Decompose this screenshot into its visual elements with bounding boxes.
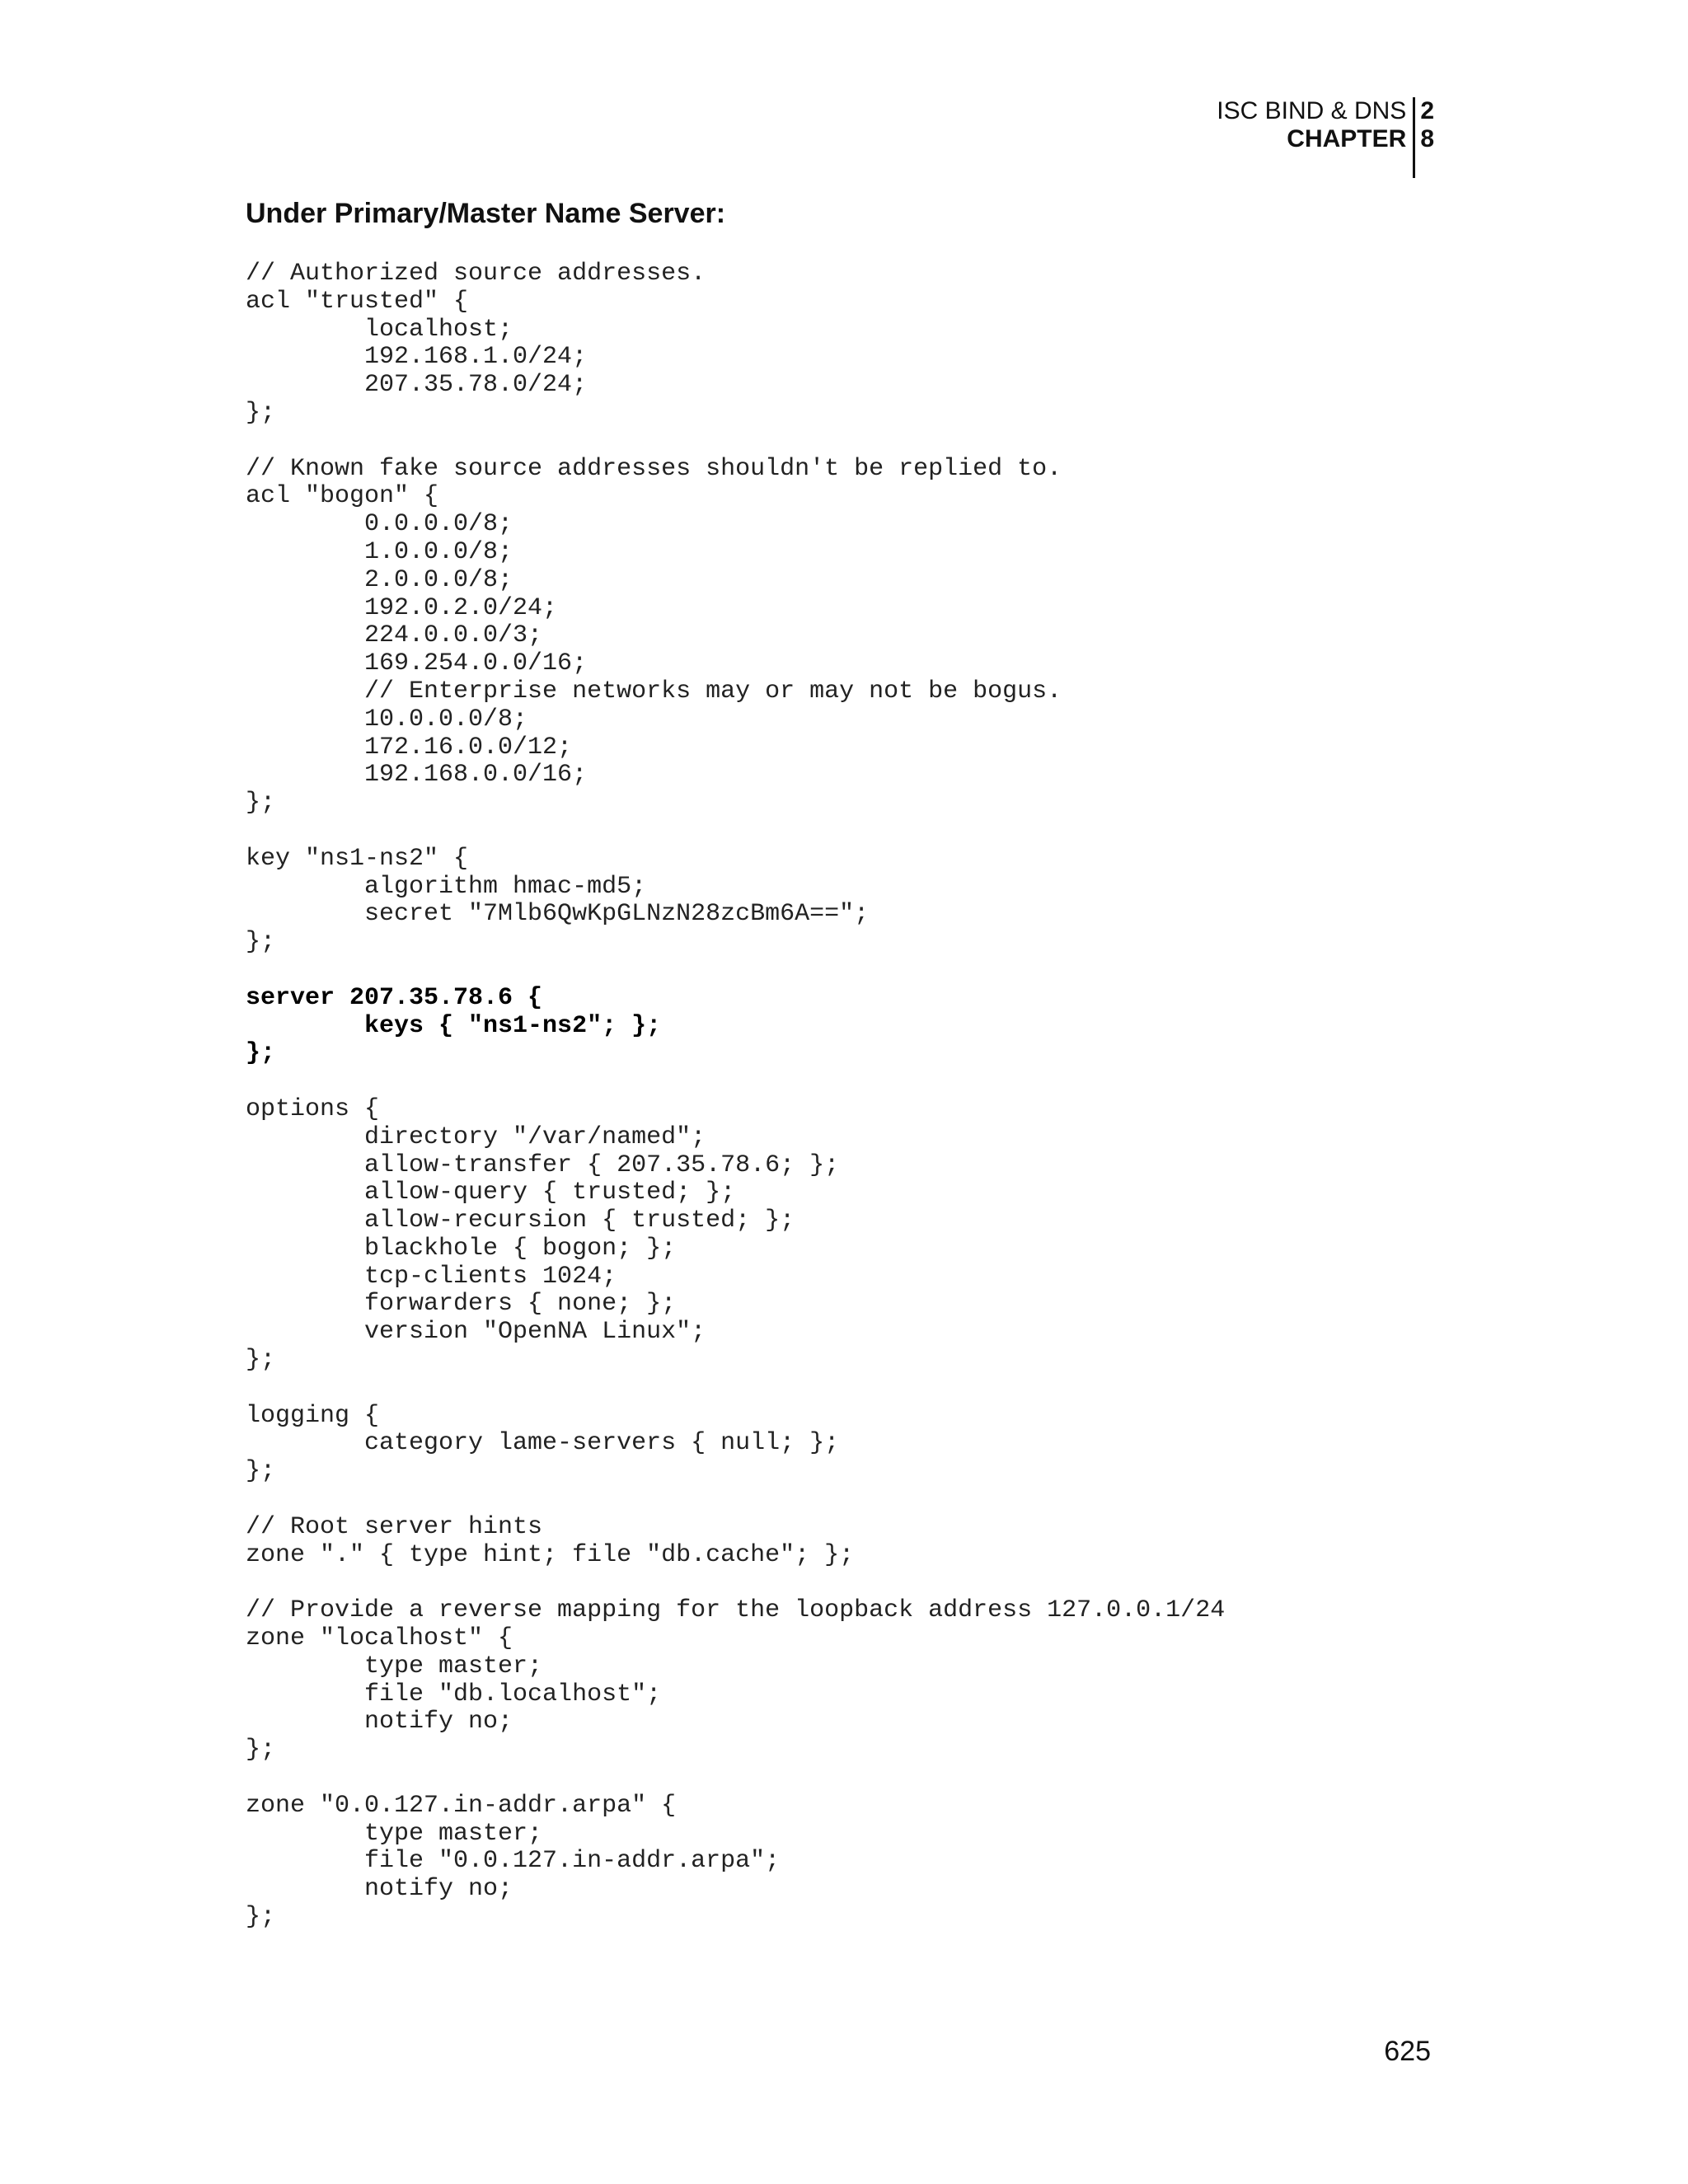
page-number: 625 [1384,2036,1431,2067]
code-line [246,1486,1225,1514]
code-line: acl "bogon" { [246,482,439,511]
code-line: 207.35.78.0/24; [246,371,588,400]
code-line [246,428,1225,456]
code-line: 169.254.0.0/16; [246,649,588,678]
code-line: }; [246,928,276,957]
code-line: // Root server hints [246,1512,543,1541]
header-chapter-digit-2: 8 [1420,125,1434,152]
code-line: 172.16.0.0/12; [246,733,573,762]
header-titles [1217,97,1415,178]
code-line [246,1068,1225,1096]
code-line [246,1569,1225,1597]
code-line: 192.168.1.0/24; [246,343,588,372]
header-chapter-digit-1: 2 [1420,97,1434,124]
code-line: notify no; [246,1708,513,1736]
code-line: // Provide a reverse mapping for the loopback address 127.0.0.1/24 [246,1596,1226,1625]
code-line: }; [246,789,276,818]
code-line: directory "/var/named"; [246,1122,706,1151]
code-line: secret "7Mlb6QwKpGLNzN28zcBm6A=="; [246,900,870,929]
code-line [246,818,1225,846]
code-line: 192.0.2.0/24; [246,593,558,622]
code-line: zone "." { type hint; file "db.cache"; }; [246,1540,855,1569]
code-line: 224.0.0.0/3; [246,621,543,650]
code-line: keys { "ns1-ns2"; }; [246,1011,662,1040]
code-line: zone "0.0.127.in-addr.arpa" { [246,1791,677,1820]
code-line: file "db.localhost"; [246,1680,662,1708]
code-line: }; [246,1457,276,1486]
header-book-title: ISC BIND & DNS [1217,97,1407,124]
code-line: algorithm hmac-md5; [246,872,647,901]
code-line: blackhole { bogon; }; [246,1234,677,1263]
header-chapter-label: CHAPTER [1287,125,1407,152]
code-line: allow-transfer { 207.35.78.6; }; [246,1151,840,1179]
code-line: allow-query { trusted; }; [246,1179,736,1207]
code-line: }; [246,1903,276,1932]
code-line: }; [246,1346,276,1375]
code-line: type master; [246,1819,543,1848]
header-chapter-number [1415,97,1434,178]
section-heading: Under Primary/Master Name Server: [246,198,726,229]
code-line [246,957,1225,985]
code-line: type master; [246,1652,543,1680]
code-line: forwarders { none; }; [246,1290,677,1319]
code-line: }; [246,1736,276,1765]
code-line: 2.0.0.0/8; [246,565,513,594]
code-line: }; [246,398,276,427]
code-line: localhost; [246,315,513,344]
code-line: allow-recursion { trusted; }; [246,1207,795,1235]
code-listing [246,260,1225,1932]
code-line [246,1765,1225,1793]
code-line: // Authorized source addresses. [246,260,706,288]
code-line: 0.0.0.0/8; [246,510,513,539]
code-line: notify no; [246,1875,513,1904]
code-line: key "ns1-ns2" { [246,844,469,873]
code-line: zone "localhost" { [246,1624,513,1653]
code-line: options { [246,1094,380,1123]
code-line: 192.168.0.0/16; [246,761,588,790]
code-line: acl "trusted" { [246,287,469,316]
code-line: version "OpenNA Linux"; [246,1318,706,1347]
code-line: logging { [246,1401,380,1430]
code-line: 10.0.0.0/8; [246,705,528,733]
code-line: // Known fake source addresses shouldn't be replied to. [246,454,1062,483]
code-line [246,1375,1225,1403]
code-line: tcp-clients 1024; [246,1262,617,1291]
code-line: 1.0.0.0/8; [246,537,513,566]
code-line: // Enterprise networks may or may not be bogus. [246,677,1062,705]
code-line: category lame-servers { null; }; [246,1429,840,1458]
code-line: server 207.35.78.6 { [246,983,543,1012]
running-header [1217,97,1434,178]
code-line: }; [246,1039,276,1068]
code-line: file "0.0.127.in-addr.arpa"; [246,1847,781,1876]
